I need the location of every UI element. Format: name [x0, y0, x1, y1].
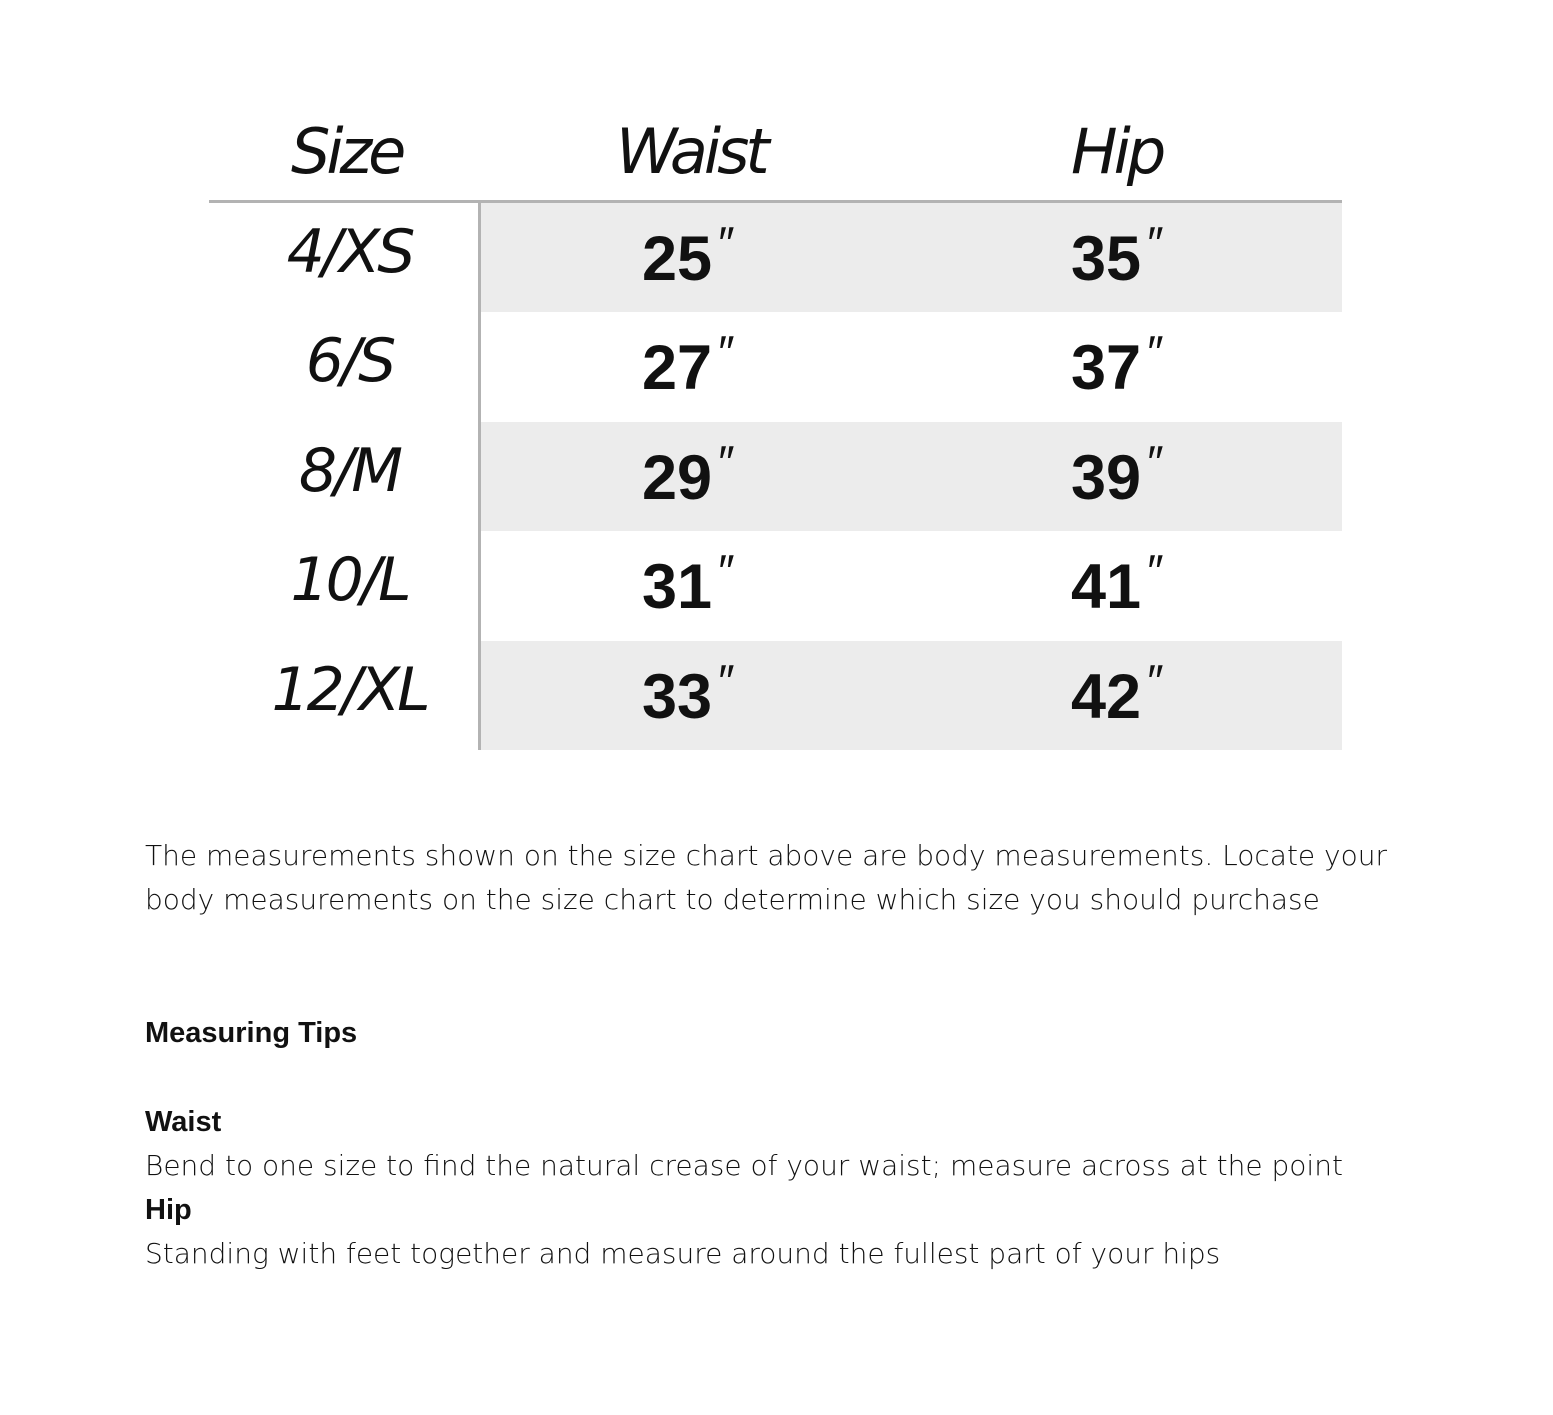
- size-label: 8/M: [298, 435, 401, 506]
- hip-column-header: Hip: [1071, 115, 1163, 188]
- tip-title-hip: Hip: [145, 1194, 192, 1226]
- inch-mark: ″: [716, 326, 733, 379]
- inch-mark: ″: [1145, 654, 1162, 707]
- size-chart-body: [209, 203, 1342, 750]
- hip-value: 35″: [1071, 223, 1161, 295]
- inch-mark: ″: [716, 545, 733, 598]
- row-shading: [481, 531, 1342, 640]
- size-label: 10/L: [290, 545, 409, 616]
- tip-text-waist: Bend to one size to find the natural crease of your waist; measure across at the point: [145, 1149, 1343, 1182]
- size-column-header: Size: [291, 115, 403, 188]
- row-shading: [481, 422, 1342, 531]
- table-row: [209, 531, 1342, 640]
- inch-mark: ″: [716, 217, 733, 269]
- inch-mark: ″: [1145, 435, 1162, 488]
- table-row: [209, 641, 1342, 750]
- waist-value: 25″: [642, 223, 732, 295]
- inch-mark: ″: [1145, 326, 1162, 379]
- table-row: [209, 203, 1342, 312]
- waist-value: 29″: [642, 442, 732, 514]
- tip-title-waist: Waist: [145, 1106, 222, 1138]
- tip-text-hip: Standing with feet together and measure around the fullest part of your hips: [145, 1237, 1221, 1270]
- waist-value: 33″: [642, 661, 732, 733]
- inch-mark: ″: [716, 654, 733, 707]
- row-shading: [481, 312, 1342, 421]
- size-chart-table: [209, 110, 1342, 750]
- inch-mark: ″: [1145, 545, 1162, 598]
- size-chart-header-row: [209, 110, 1342, 203]
- size-label: 6/S: [305, 326, 394, 397]
- waist-column-header: Waist: [616, 115, 766, 188]
- tip-item-waist: [145, 1100, 1465, 1188]
- table-row: [209, 312, 1342, 421]
- hip-value: 41″: [1071, 551, 1161, 623]
- hip-value: 37″: [1071, 332, 1161, 404]
- measuring-tips-heading: Measuring Tips: [145, 1017, 358, 1049]
- inch-mark: ″: [1145, 217, 1162, 269]
- row-shading: [481, 641, 1342, 750]
- hip-value: 42″: [1071, 661, 1161, 733]
- size-chart-description: The measurements shown on the size chart above are body measurements. Locate your body measurements on the size chart to determine which size you should purchase: [145, 839, 1388, 916]
- row-shading: [481, 203, 1342, 312]
- size-label: 4/XS: [286, 217, 413, 287]
- hip-value: 39″: [1071, 442, 1161, 514]
- table-row: [209, 422, 1342, 531]
- waist-value: 27″: [642, 332, 732, 404]
- measuring-tips-list: [145, 1100, 1465, 1276]
- inch-mark: ″: [716, 435, 733, 488]
- size-label: 12/XL: [271, 654, 428, 725]
- tip-item-hip: [145, 1188, 1465, 1276]
- waist-value: 31″: [642, 551, 732, 623]
